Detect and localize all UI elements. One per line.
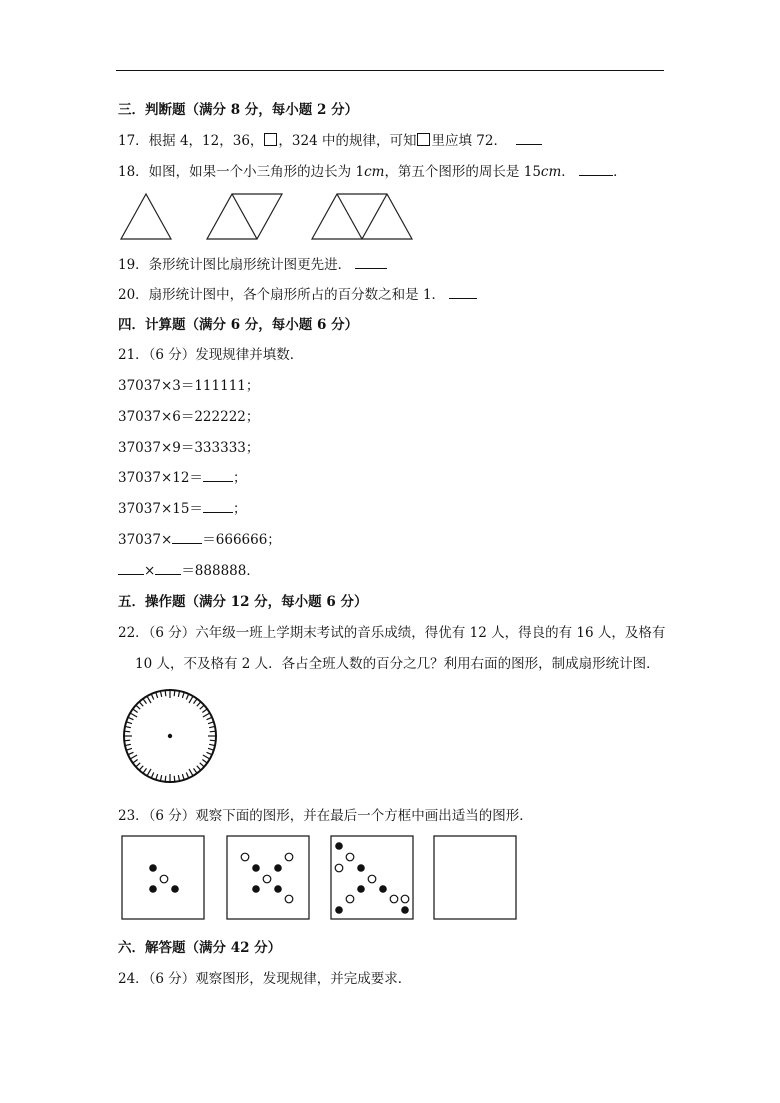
pattern-dots-2 [241,853,293,903]
pattern-dots-3 [335,842,409,914]
equation-4: 37037×12＝ ； [118,470,247,486]
section-4-title: 四．计算题（满分 6 分，每小题 6 分） [118,317,359,333]
question-22-line-2: 10 人，不及格有 2 人．各占全班人数的百分之几？利用右面的图形，制成扇形统计图． [135,656,660,672]
equation-7: × ＝888888． [118,562,260,580]
question-19: 19．条形统计图比扇形统计图更先进． [118,256,387,274]
question-24: 24．（6 分）观察图形，发现规律，并完成要求． [118,971,412,987]
question-21: 21．（6 分）发现规律并填数． [118,347,304,363]
equation-3: 37037×9＝333333； [118,440,260,456]
equation-6: 37037× ＝666666； [118,532,281,548]
pattern-box-4-empty [434,836,516,919]
section-5-title: 五．操作题（满分 12 分，每小题 6 分） [118,594,368,610]
equation-1: 37037×3＝111111； [118,378,260,394]
question-22-line-1: 22．（6 分）六年级一班上学期末考试的音乐成绩，得优有 12 人，得良的有 16 人，及格有 [118,625,666,641]
question-20: 20．扇形统计图中，各个扇形所占的百分数之和是 1． [118,286,477,304]
question-18: 18．如图，如果一个小三角形的边长为 1cm，第五个图形的周长是 15cm． ． [118,164,627,180]
section-6-title: 六．解答题（满分 42 分） [118,940,282,956]
question-17: 17．根据 4，12，36， ，324 中的规律，可知 里应填 72． [118,132,542,150]
equation-2: 37037×6＝222222； [118,409,260,425]
pattern-dots-1 [149,864,179,893]
equation-5: 37037×15＝ ； [118,501,247,517]
question-23: 23．（6 分）观察下面的图形，并在最后一个方框中画出适当的图形． [118,808,533,824]
section-3-title: 三．判断题（满分 8 分，每小题 2 分） [118,102,359,118]
